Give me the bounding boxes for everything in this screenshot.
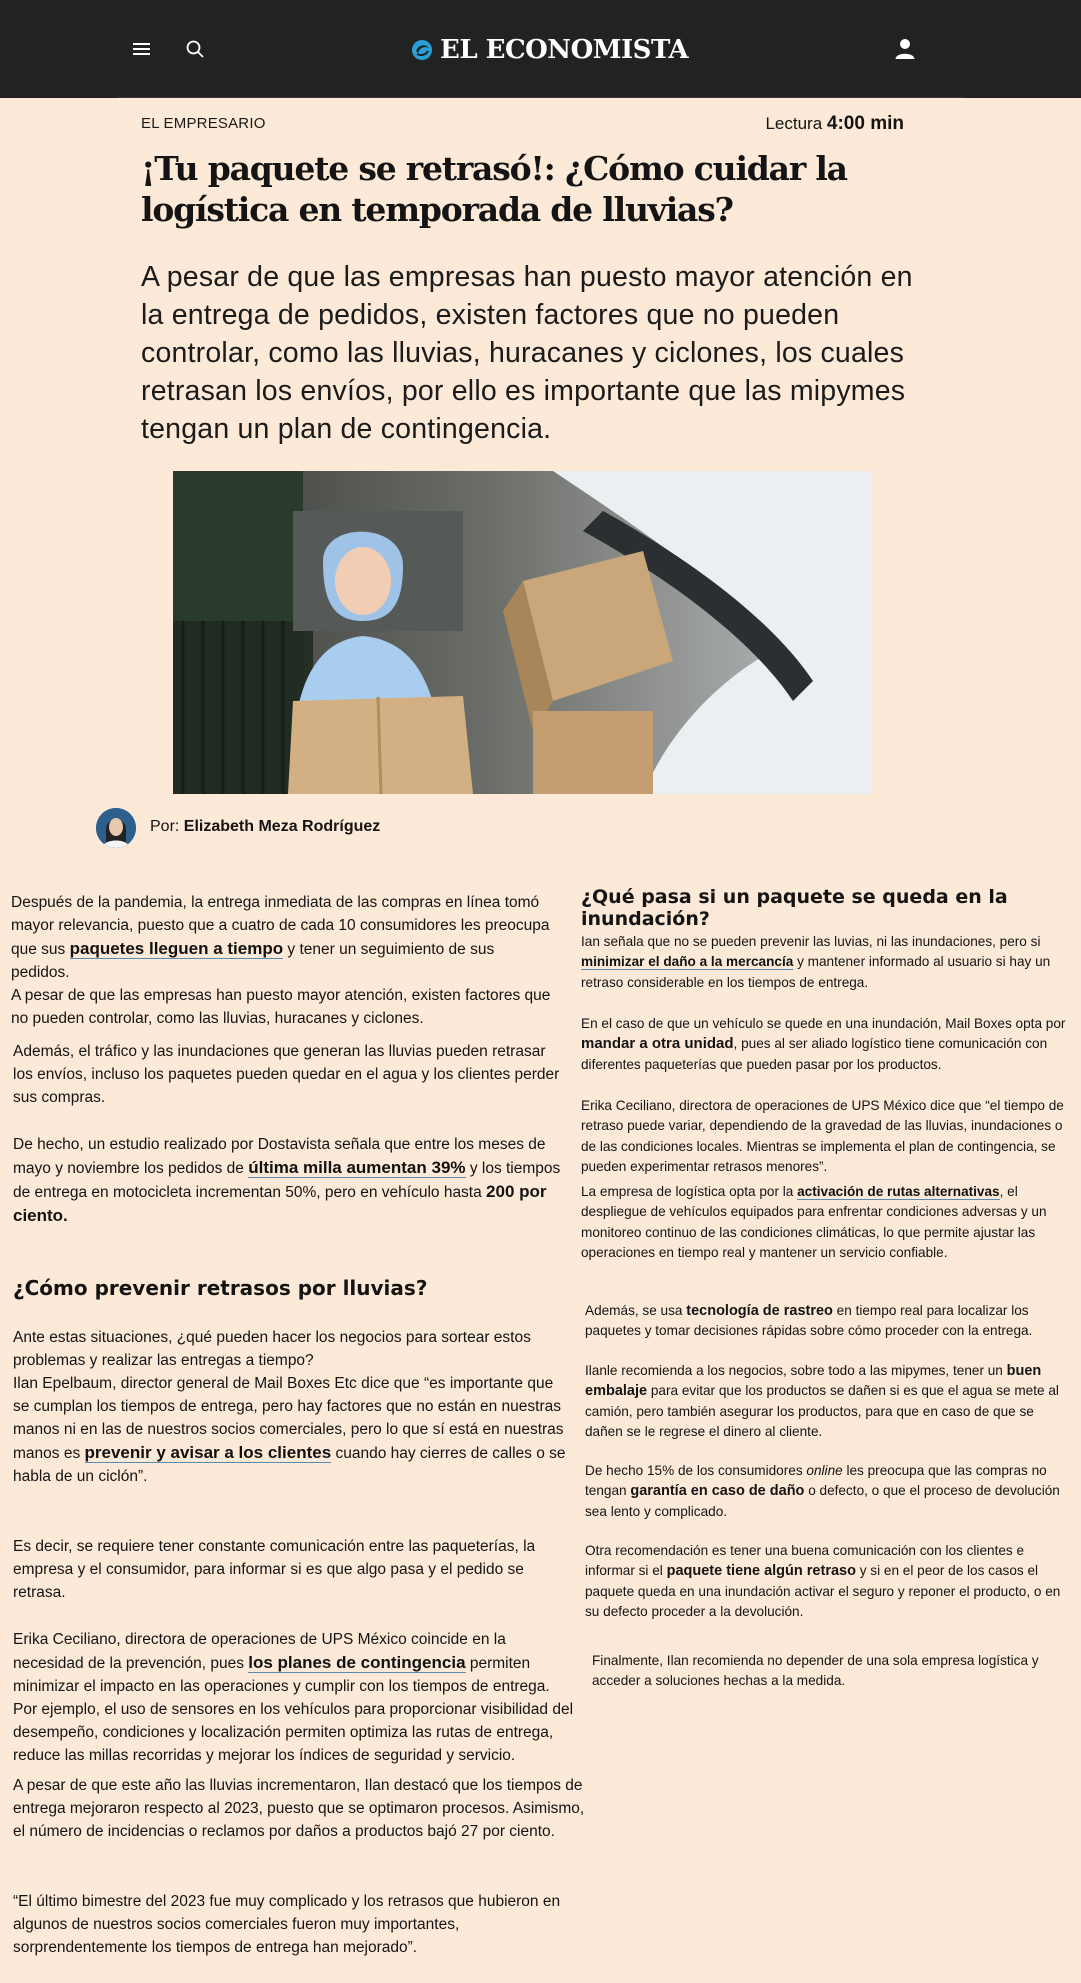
menu-icon[interactable] xyxy=(127,34,157,64)
left-paragraph-8: Erika Ceciliano, directora de operaciones de UPS México coincide en la necesidad de la prevención, pues los planes de contingencia permiten minimizar el impacto en las operaciones y cumplir con los tiempos de entrega. Por ejemplo, el uso de sensores en los vehículos para proporcionar visibilidad del desempeño, condiciones y localización permiten optimiza las rutas de entrega, reduce las millas recorridas y mejorar los índices de seguridad y servicio. xyxy=(13,1631,574,1764)
link-rutas-alternativas[interactable]: activación de rutas alternativas xyxy=(797,1184,1000,1199)
right-paragraph-6: Ilanle recomienda a los negocios, sobre todo a las mipymes, tener un buen embalaje para evitar que los productos se dañen si es que el agua se mete al camión, pero también asegurar los productos, para que en caso de que se dañen se le regrese el dinero al cliente. xyxy=(585,1363,1059,1439)
link-minimizar-dano[interactable]: minimizar el daño a la mercancía xyxy=(581,954,794,970)
byline xyxy=(150,818,380,836)
user-icon[interactable] xyxy=(890,34,920,64)
author-name[interactable]: Elizabeth Meza Rodríguez xyxy=(183,818,381,835)
hero-image xyxy=(173,471,872,794)
byline-prefix: Por: xyxy=(150,818,180,835)
left-paragraph-1: Después de la pandemia, la entrega inmediata de las compras en línea tomó mayor relevancia, puesto que a cuatro de cada 10 consumidores les preocupa que sus paquetes lleguen a tiempo y tener un seguimiento de sus pedidos. xyxy=(11,894,550,981)
page-title: ¡Tu paquete se retrasó!: ¿Cómo cuidar la logística en temporada de lluvias? xyxy=(141,149,847,229)
section-label[interactable]: EL EMPRESARIO xyxy=(141,115,266,132)
left-paragraph-2: A pesar de que las empresas han puesto mayor atención, existen factores que no pueden controlar, como las lluvias, huracanes y ciclones. xyxy=(11,987,551,1027)
author-avatar xyxy=(96,808,136,848)
left-paragraph-5: Ante estas situaciones, ¿qué pueden hacer los negocios para sortear estos problemas y realizar las entregas a tiempo? xyxy=(13,1329,531,1369)
right-paragraph-5: Además, se usa tecnología de rastreo en tiempo real para localizar los paquetes y tomar decisiones rápidas sobre cómo proceder con la entrega. xyxy=(585,1303,1033,1339)
right-paragraph-1: Ian señala que no se pueden prevenir las luvias, ni las inundaciones, pero si minimizar el daño a la mercancía y mantener informado al usuario si hay un retraso considerable en los tiempos de entrega. xyxy=(581,934,1051,990)
left-paragraph-7: Es decir, se requiere tener constante comunicación entre las paqueterías, la empresa y el consumidor, para informar si es que algo pasa y el pedido se retrasa. xyxy=(13,1538,536,1601)
top-bar xyxy=(0,0,1081,98)
left-subheading: ¿Cómo prevenir retrasos por lluvias? xyxy=(13,1276,428,1300)
top-bar-divider xyxy=(118,97,963,98)
link-planes-contingencia[interactable]: los planes de contingencia xyxy=(248,1653,466,1672)
link-prevenir-avisar[interactable]: prevenir y avisar a los clientes xyxy=(84,1443,332,1462)
right-paragraph-8: Otra recomendación es tener una buena comunicación con los clientes e informar si el paquete tiene algún retraso y si en el peor de los casos el paquete queda en una inundación activar el seguro y reponer el producto, o en su defecto proceder a la devolución. xyxy=(585,1543,1061,1619)
site-logo[interactable] xyxy=(410,30,688,70)
left-paragraph-10: “El último bimestre del 2023 fue muy complicado y los retrasos que hubieron en algunos de nuestros socios comerciales fueron muy importantes, sorprendentemente los tiempos de entrega han mejorado”. xyxy=(13,1893,561,1956)
left-paragraph-4: De hecho, un estudio realizado por Dostavista señala que entre los meses de mayo y noviembre los pedidos de última milla aumentan 39% y los tiempos de entrega en motocicleta incrementan 50%, pero en vehículo hasta 200 por ciento. xyxy=(13,1136,561,1225)
left-paragraph-3: Además, el tráfico y las inundaciones que generan las lluvias pueden retrasar los envíos, incluso los paquetes pueden quedar en el agua y los clientes perder sus compras. xyxy=(13,1043,560,1106)
article-dek: A pesar de que las empresas han puesto mayor atención en la entrega de pedidos, existen factores que no pueden controlar, como las lluvias, huracanes y ciclones, los cuales retrasan los envíos, por ello es importante que las mipymes tengan un plan de contingencia. xyxy=(141,261,913,445)
search-icon[interactable] xyxy=(180,34,210,64)
logo-text: EL ECONOMISTA xyxy=(440,35,689,65)
right-paragraph-9: Finalmente, Ilan recomienda no depender de una sola empresa logística y acceder a soluciones hechas a la medida. xyxy=(592,1653,1039,1689)
link-paquetes-lleguen[interactable]: paquetes lleguen a tiempo xyxy=(69,939,284,958)
right-subheading: ¿Qué pasa si un paquete se queda en la inundación? xyxy=(581,886,1008,930)
left-paragraph-6: Ilan Epelbaum, director general de Mail Boxes Etc dice que “es importante que se cumplan los tiempos de entrega, pero hay factores que no están en nuestras manos ni en las de nuestros socios comerciales, pero lo que sí está en nuestras manos es prevenir y avisar a los clientes cuando hay cierres de calles o se habla de un ciclón”. xyxy=(13,1375,566,1485)
reading-time-value: 4:00 min xyxy=(826,113,904,134)
reading-time xyxy=(765,113,904,135)
right-paragraph-7: De hecho 15% de los consumidores online les preocupa que las compras no tengan garantía en caso de daño o defecto, o que el proceso de devolución sea lento y complicado. xyxy=(585,1463,1060,1519)
link-ultima-milla[interactable]: última milla aumentan 39% xyxy=(248,1158,466,1177)
reading-label: Lectura xyxy=(765,114,823,133)
left-paragraph-9: A pesar de que este año las lluvias incrementaron, Ilan destacó que los tiempos de entrega mejoraron respecto al 2023, puesto que se optimaron procesos. Asimismo, el número de incidencias o reclamos por daños a productos bajó 27 por ciento. xyxy=(13,1777,585,1840)
right-paragraph-3: Erika Ceciliano, directora de operaciones de UPS México dice que “el tiempo de retraso puede variar, dependiendo de la gravedad de las lluvias, inundaciones o de las condiciones locales. Mientras se implementa el plan de contingencia, se pueden experimentar retrasos menores”. xyxy=(581,1098,1064,1174)
right-paragraph-2: En el caso de que un vehículo se quede en una inundación, Mail Boxes opta por mandar a otra unidad, pues al ser aliado logístico tiene comunicación con diferentes paqueterías que pueden pasar por los productos. xyxy=(581,1016,1066,1072)
right-paragraph-4: La empresa de logística opta por la activación de rutas alternativas, el despliegue de vehículos equipados para enfrentar condiciones adversas y un monitoreo continuo de las condiciones climáticas, lo que permite ajustar las operaciones en tiempo real y mantener un servicio confiable. xyxy=(581,1184,1047,1260)
logo-mark-icon xyxy=(410,38,434,62)
